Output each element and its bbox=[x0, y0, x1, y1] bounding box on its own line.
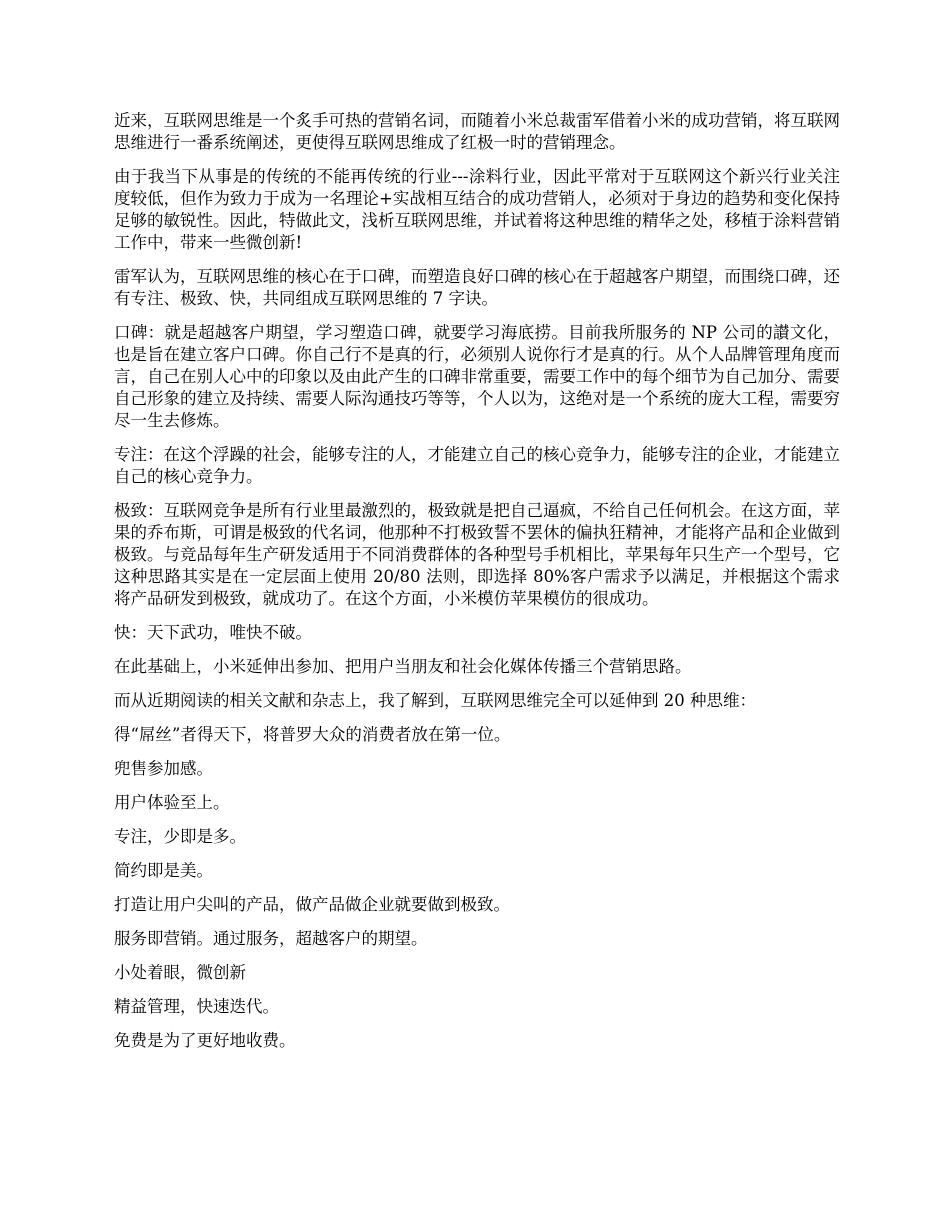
paragraph-twenty-thoughts: 而从近期阅读的相关文献和杂志上，我了解到，互联网思维完全可以延伸到 20 种思维： bbox=[114, 691, 756, 710]
paragraph-reputation: 口碑：就是超越客户期望，学习塑造口碑，就要学习海底捞。目前我所服务的 NP 公司的讃文化，也是旨在建立客户口碑。你自己行不是真的行，必须别人说你行才是真的行。从个人品牌管理角度而言，自己在别人心中的印象以及由此产生的口碑非常重要，需要工作中的每个细节为自己加分、需要自己形象的建立及持续、需要人际沟通技巧等等，个人以为，这绝对是一个系统的庞大工程，需要穷尽一生去修炼。 bbox=[114, 323, 840, 430]
list-item: 打造让用户尖叫的产品，做产品做企业就要做到极致。 bbox=[114, 895, 510, 914]
list-item: 专注，少即是多。 bbox=[114, 827, 246, 846]
paragraph-focus: 专注：在这个浮躁的社会，能够专注的人，才能建立自己的核心竞争力，能够专注的企业，才能建立自己的核心竞争力。 bbox=[114, 445, 840, 486]
list-item: 简约即是美。 bbox=[114, 861, 213, 880]
list-item: 得“屌丝”者得天下，将普罗大众的消费者放在第一位。 bbox=[114, 725, 511, 744]
document-body bbox=[114, 110, 840, 1064]
paragraph-background: 由于我当下从事是的传统的不能再传统的行业---涂料行业，因此平常对于互联网这个新兴行业关注度较低，但作为致力于成为一名理论+实战相互结合的成功营销人，必须对于身边的趋势和变化保持足够的敏锐性。因此，特做此文，浅析互联网思维，并试着将这种思维的精华之处，移植于涂料营销工作中，带来一些微创新! bbox=[114, 167, 840, 252]
list-item: 小处着眼，微创新 bbox=[114, 963, 246, 982]
list-item: 用户体验至上。 bbox=[114, 793, 230, 812]
list-item: 免费是为了更好地收费。 bbox=[114, 1031, 296, 1050]
paragraph-fast: 快：天下武功，唯快不破。 bbox=[114, 623, 312, 642]
list-item: 服务即营销。通过服务，超越客户的期望。 bbox=[114, 929, 428, 948]
paragraph-xiaomi-marketing: 在此基础上，小米延伸出参加、把用户当朋友和社会化媒体传播三个营销思路。 bbox=[114, 657, 692, 676]
paragraph-extreme: 极致：互联网竞争是所有行业里最激烈的，极致就是把自己逼疯，不给自己任何机会。在这方面，苹果的乔布斯，可谓是极致的代名词，他那种不打极致誓不罢休的偏执狂精神，才能将产品和企业做到极致。与竞品每年生产研发适用于不同消费群体的各种型号手机相比，苹果每年只生产一个型号，它这种思路其实是在一定层面上使用 20/80 法则，即选择 80%客户需求予以满足，并根据这个需求将产品研发到极致，就成功了。在这个方面，小米模仿苹果模仿的很成功。 bbox=[114, 501, 840, 608]
list-item: 兜售参加感。 bbox=[114, 759, 213, 778]
paragraph-seven-words: 雷军认为，互联网思维的核心在于口碑，而塑造良好口碑的核心在于超越客户期望，而围绕口碑，还有专注、极致、快，共同组成互联网思维的 7 字诀。 bbox=[114, 267, 840, 308]
list-item: 精益管理，快速迭代。 bbox=[114, 997, 279, 1016]
paragraph-intro: 近来，互联网思维是一个炙手可热的营销名词，而随着小米总裁雷军借着小米的成功营销，将互联网思维进行一番系统阐述，更使得互联网思维成了红极一时的营销理念。 bbox=[114, 111, 840, 152]
